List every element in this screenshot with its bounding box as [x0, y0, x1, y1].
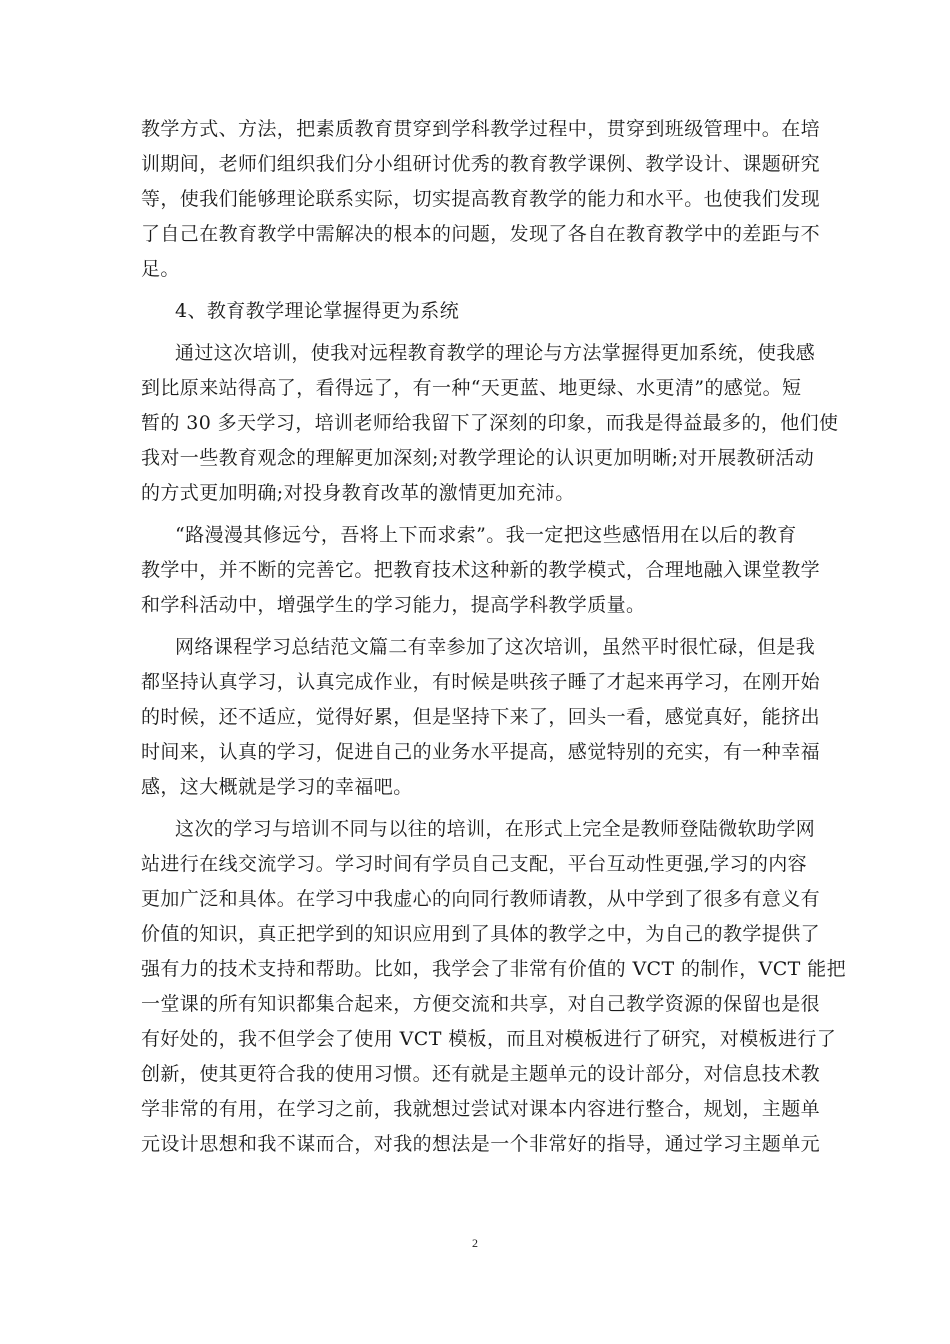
paragraph-line: 了自己在教育教学中需解决的根本的问题，发现了各自在教育教学中的差距与不: [141, 223, 821, 245]
paragraph-line: 等，使我们能够理论联系实际，切实提高教育教学的能力和水平。也使我们发现: [141, 188, 821, 210]
paragraph-line: 到比原来站得高了，看得远了，有一种“天更蓝、地更绿、水更清”的感觉。短: [141, 377, 802, 399]
paragraph-line: 学非常的有用，在学习之前，我就想过尝试对课本内容进行整合，规划，主题单: [141, 1098, 821, 1120]
paragraph-line: 都坚持认真学习，认真完成作业，有时候是哄孩子睡了才起来再学习，在刚开始: [141, 671, 821, 693]
paragraph-line: 有好处的，我不但学会了使用 VCT 模板，而且对模板进行了研究，对模板进行了: [141, 1028, 837, 1050]
paragraph-line: 感，这大概就是学习的幸福吧。: [141, 776, 413, 798]
paragraph-line: 更加广泛和具体。在学习中我虚心的向同行教师请教，从中学到了很多有意义有: [141, 888, 821, 910]
paragraph-line: 教学中，并不断的完善它。把教育技术这种新的教学模式，合理地融入课堂教学: [141, 559, 821, 581]
document-body: [141, 112, 846, 1162]
paragraph-line: 强有力的技术支持和帮助。比如，我学会了非常有价值的 VCT 的制作，VCT 能把: [141, 958, 846, 980]
paragraph-line: “路漫漫其修远兮，吾将上下而求索”。我一定把这些感悟用在以后的教育: [175, 524, 797, 546]
paragraph-line: 一堂课的所有知识都集合起来，方便交流和共享，对自己教学资源的保留也是很: [141, 993, 821, 1015]
paragraph-line: 通过这次培训，使我对远程教育教学的理论与方法掌握得更加系统，使我感: [175, 342, 816, 364]
paragraph-line: 教学方式、方法，把素质教育贯穿到学科教学过程中，贯穿到班级管理中。在培: [141, 118, 821, 140]
paragraph-line: 价值的知识，真正把学到的知识应用到了具体的教学之中，为自己的教学提供了: [141, 923, 821, 945]
paragraph-line: 的时候，还不适应，觉得好累，但是坚持下来了，回头一看，感觉真好，能挤出: [141, 706, 821, 728]
paragraph-line: 时间来，认真的学习，促进自己的业务水平提高，感觉特别的充实，有一种幸福: [141, 741, 821, 763]
paragraph-line: 站进行在线交流学习。学习时间有学员自己支配，平台互动性更强,学习的内容: [141, 853, 808, 875]
paragraph-line: 元设计思想和我不谋而合，对我的想法是一个非常好的指导，通过学习主题单元: [141, 1133, 821, 1155]
paragraph-line: 训期间，老师们组织我们分小组研讨优秀的教育教学课例、教学设计、课题研究: [141, 153, 821, 175]
paragraph-line: 创新，使其更符合我的使用习惯。还有就是主题单元的设计部分，对信息技术教: [141, 1063, 821, 1085]
paragraph-line: 和学科活动中，增强学生的学习能力，提高学科教学质量。: [141, 594, 646, 616]
paragraph-line: 网络课程学习总结范文篇二有幸参加了这次培训，虽然平时很忙碌，但是我: [175, 636, 816, 658]
page-number: 2: [472, 1236, 478, 1250]
paragraph-line: 的方式更加明确;对投身教育改革的激情更加充沛。: [141, 482, 575, 504]
paragraph-line: 我对一些教育观念的理解更加深刻;对教学理论的认识更加明晰;对开展教研活动: [141, 447, 815, 469]
paragraph-line: 这次的学习与培训不同与以往的培训，在形式上完全是教师登陆微软助学网: [175, 818, 816, 840]
paragraph-line: 足。: [141, 258, 180, 280]
paragraph-line: 暂的 30 多天学习，培训老师给我留下了深刻的印象，而我是得益最多的，他们使: [141, 412, 839, 434]
section-heading: 4、教育教学理论掌握得更为系统: [175, 300, 460, 322]
